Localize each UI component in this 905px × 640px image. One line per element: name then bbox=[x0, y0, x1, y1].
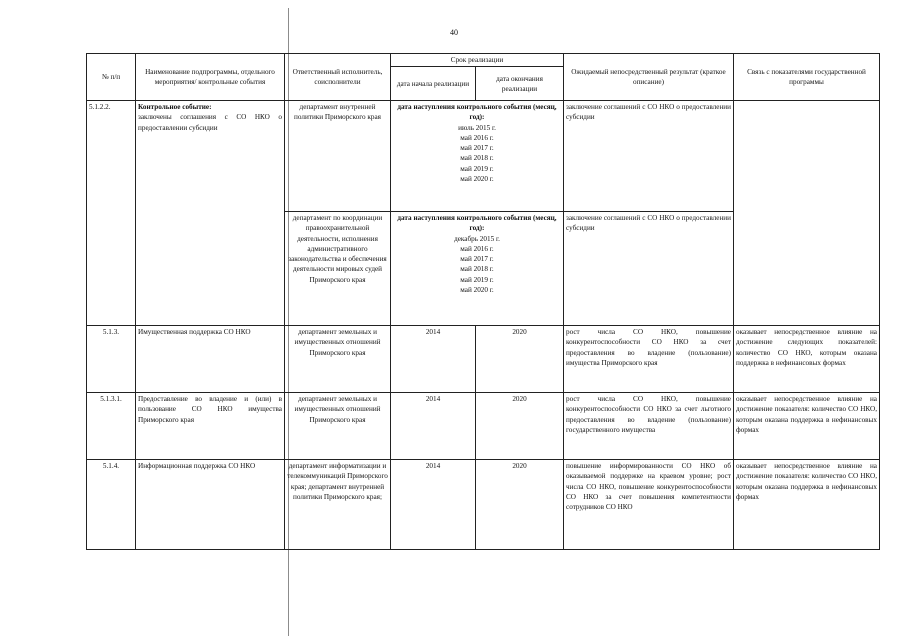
row-start: 2014 bbox=[391, 326, 476, 393]
header-end: дата окончания реализации bbox=[476, 67, 564, 101]
row-num: 5.1.3.1. bbox=[87, 393, 136, 460]
table-row bbox=[87, 460, 880, 550]
header-name: Наименование подпрограммы, отдельного мероприятия/ контрольные события bbox=[136, 54, 285, 101]
row-start: 2014 bbox=[391, 460, 476, 550]
row-result: повышение информированности СО НКО об оказываемой поддержке на краевом уровне; рост числа СО НКО, повышение конкурентоспособности СО НКО за счет повышения компетентности сотрудников СО НКО bbox=[564, 460, 734, 550]
event-date: май 2016 г. bbox=[460, 244, 494, 253]
event-date: май 2018 г. bbox=[460, 265, 494, 274]
header-period: Срок реализации bbox=[391, 54, 564, 67]
header-link: Связь с показателями государственной программы bbox=[734, 54, 880, 101]
event-date-title: дата наступления контрольного события (месяц, год): bbox=[397, 103, 557, 122]
row-name: Имущественная поддержка СО НКО bbox=[136, 326, 285, 393]
row-name-bold: Контрольное событие: bbox=[138, 103, 212, 112]
event-date: май 2020 г. bbox=[460, 174, 494, 183]
header-responsible: Ответственный исполнитель, соисполнители bbox=[285, 54, 391, 101]
row-link bbox=[734, 101, 880, 326]
row-responsible: департамент земельных и имущественных отношений Приморского края bbox=[285, 393, 391, 460]
event-date: май 2017 г. bbox=[460, 255, 494, 264]
header-result: Ожидаемый непосредственный результат (краткое описание) bbox=[564, 54, 734, 101]
row-name: Информационная поддержка СО НКО bbox=[136, 460, 285, 550]
event-date-title: дата наступления контрольного события (месяц, год): bbox=[397, 214, 557, 233]
event-date: май 2019 г. bbox=[460, 164, 494, 173]
row-num: 5.1.3. bbox=[87, 326, 136, 393]
table-header bbox=[87, 54, 880, 101]
table-row bbox=[87, 101, 880, 212]
row-responsible: департамент земельных и имущественных отношений Приморского края bbox=[285, 326, 391, 393]
event-date: июль 2015 г. bbox=[458, 123, 496, 132]
program-table bbox=[86, 53, 880, 550]
row-link: оказывает непосредственное влияние на достижение показателя: количество СО НКО, которым оказана поддержка в нефинансовых формах bbox=[734, 460, 880, 550]
row-responsible: департамент по координации правоохранительной деятельности, исполнения административного законодательства и обеспечения деятельности мировых судей Приморского края bbox=[285, 212, 391, 326]
row-num: 5.1.4. bbox=[87, 460, 136, 550]
row-start: 2014 bbox=[391, 393, 476, 460]
table-row bbox=[87, 393, 880, 460]
row-end: 2020 bbox=[476, 460, 564, 550]
row-result: заключение соглашений с СО НКО о предоставлении субсидии bbox=[564, 101, 734, 212]
row-link: оказывает непосредственное влияние на достижение показателя: количество СО НКО, которым оказана поддержка в нефинансовых формах bbox=[734, 393, 880, 460]
row-end: 2020 bbox=[476, 326, 564, 393]
header-num: № п/п bbox=[87, 54, 136, 101]
row-name-text: заключены соглашения с СО НКО о предоставлении субсидии bbox=[138, 113, 282, 132]
row-result: заключение соглашений с СО НКО о предоставлении субсидии bbox=[564, 212, 734, 326]
row-event-dates bbox=[391, 212, 564, 326]
header-start: дата начала реализации bbox=[391, 67, 476, 101]
row-result: рост числа СО НКО, повышение конкурентоспособности СО НКО за счет льготного предоставления во владение (пользование) государственного имущества bbox=[564, 393, 734, 460]
row-name: Предоставление во владение и (или) в пользование СО НКО имущества Приморского края bbox=[136, 393, 285, 460]
event-date: май 2018 г. bbox=[460, 154, 494, 163]
event-date: май 2019 г. bbox=[460, 275, 494, 284]
event-date: май 2017 г. bbox=[460, 144, 494, 153]
event-date: май 2016 г. bbox=[460, 133, 494, 142]
row-responsible: департамент внутренней политики Приморского края bbox=[285, 101, 391, 212]
row-event-dates bbox=[391, 101, 564, 212]
row-link: оказывает непосредственное влияние на достижение следующих показателей: количество СО НКО, которым оказана поддержка в нефинансовых формах bbox=[734, 326, 880, 393]
row-result: рост числа СО НКО, повышение конкурентоспособности СО НКО за счет предоставления во владение (пользование) имущества Приморского края bbox=[564, 326, 734, 393]
page-number: 40 bbox=[450, 28, 458, 37]
row-name bbox=[136, 101, 285, 326]
row-num: 5.1.2.2. bbox=[87, 101, 136, 326]
event-date: май 2020 г. bbox=[460, 285, 494, 294]
event-date: декабрь 2015 г. bbox=[454, 234, 500, 243]
row-responsible: департамент информатизации и телекоммуникаций Приморского края; департамент внутренней политики Приморского края; bbox=[285, 460, 391, 550]
row-end: 2020 bbox=[476, 393, 564, 460]
table-row bbox=[87, 326, 880, 393]
